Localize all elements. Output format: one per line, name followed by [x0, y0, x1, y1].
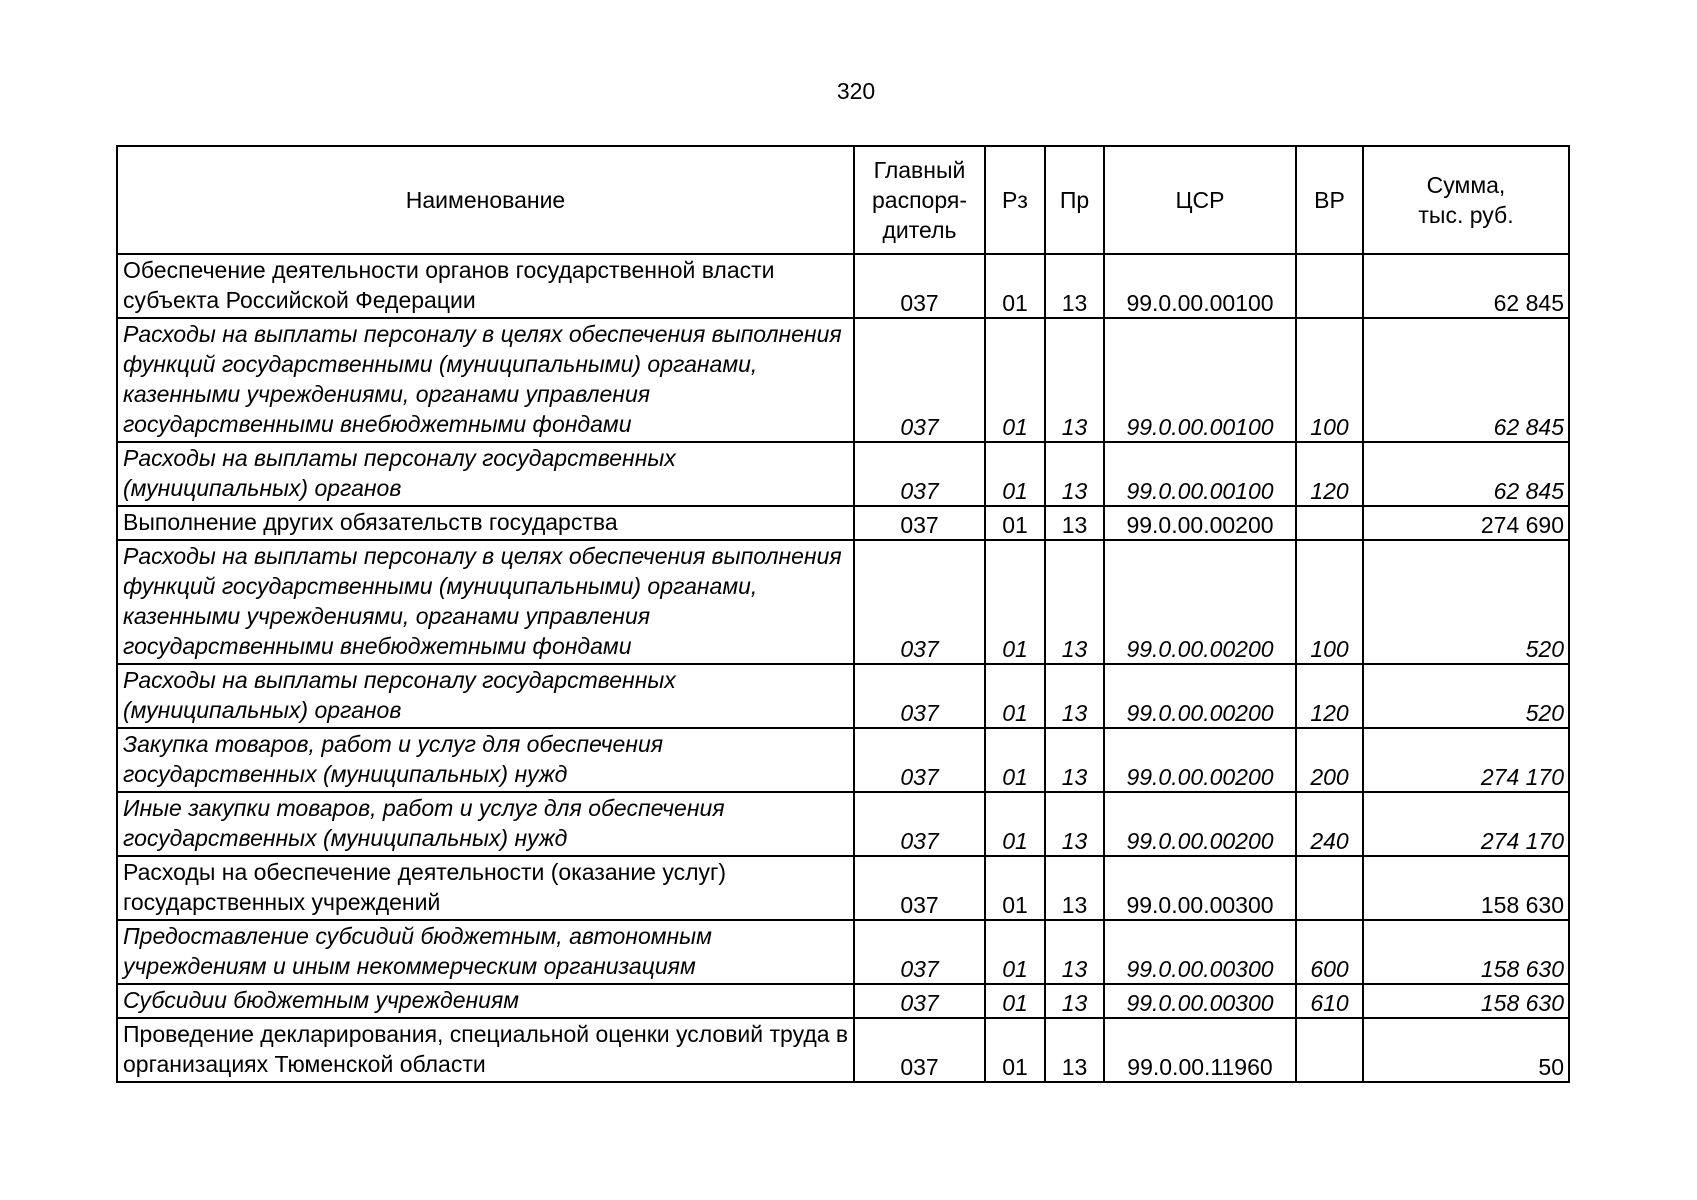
header-pr: Пр — [1045, 146, 1104, 254]
sum-cell: 158 630 — [1363, 920, 1569, 984]
vr-cell — [1296, 506, 1363, 540]
table-row — [117, 728, 1569, 792]
pr-cell: 13 — [1045, 318, 1104, 442]
rz-cell: 01 — [985, 318, 1045, 442]
main-manager-cell: 037 — [854, 728, 985, 792]
main-manager-cell: 037 — [854, 664, 985, 728]
row-name-cell: Закупка товаров, работ и услуг для обеспечения государственных (муниципальных) нужд — [117, 728, 854, 792]
vr-cell: 610 — [1296, 984, 1363, 1018]
table-row — [117, 664, 1569, 728]
table-row — [117, 540, 1569, 664]
table-row — [117, 254, 1569, 318]
pr-cell: 13 — [1045, 664, 1104, 728]
row-name-cell: Расходы на выплаты персоналу государственных (муниципальных) органов — [117, 664, 854, 728]
sum-cell: 62 845 — [1363, 254, 1569, 318]
vr-cell: 100 — [1296, 318, 1363, 442]
table-row — [117, 318, 1569, 442]
rz-cell: 01 — [985, 920, 1045, 984]
sum-cell: 62 845 — [1363, 318, 1569, 442]
vr-cell: 120 — [1296, 664, 1363, 728]
vr-cell: 100 — [1296, 540, 1363, 664]
header-vr: ВР — [1296, 146, 1363, 254]
row-name-cell: Субсидии бюджетным учреждениям — [117, 984, 854, 1018]
main-manager-cell: 037 — [854, 792, 985, 856]
header-main-manager-label: Главный распоря-дитель — [872, 157, 967, 243]
pr-cell: 13 — [1045, 920, 1104, 984]
vr-cell — [1296, 254, 1363, 318]
sum-cell: 274 170 — [1363, 792, 1569, 856]
header-rz: Рз — [985, 146, 1045, 254]
sum-cell: 274 690 — [1363, 506, 1569, 540]
main-manager-cell: 037 — [854, 856, 985, 920]
sum-cell: 158 630 — [1363, 984, 1569, 1018]
pr-cell: 13 — [1045, 728, 1104, 792]
main-manager-cell: 037 — [854, 984, 985, 1018]
header-csr: ЦСР — [1104, 146, 1296, 254]
csr-cell: 99.0.00.00200 — [1104, 792, 1296, 856]
vr-cell — [1296, 1018, 1363, 1082]
csr-cell: 99.0.00.00100 — [1104, 254, 1296, 318]
csr-cell: 99.0.00.00200 — [1104, 506, 1296, 540]
row-name-cell: Предоставление субсидий бюджетным, автономным учреждениям и иным некоммерческим организациям — [117, 920, 854, 984]
header-sum — [1363, 146, 1569, 254]
main-manager-cell: 037 — [854, 318, 985, 442]
sum-cell: 158 630 — [1363, 856, 1569, 920]
main-manager-cell: 037 — [854, 1018, 985, 1082]
row-name-cell: Расходы на выплаты персоналу в целях обеспечения выполнения функций государственными (муниципальными) органами, казенными учреждениями, органами управления государственными внебюджетными фондами — [117, 540, 854, 664]
pr-cell: 13 — [1045, 792, 1104, 856]
pr-cell: 13 — [1045, 540, 1104, 664]
main-manager-cell: 037 — [854, 540, 985, 664]
header-sum-label: Сумма, тыс. руб. — [1418, 172, 1514, 228]
vr-cell: 120 — [1296, 442, 1363, 506]
rz-cell: 01 — [985, 1018, 1045, 1082]
row-name-cell: Расходы на выплаты персоналу в целях обеспечения выполнения функций государственными (муниципальными) органами, казенными учреждениями, органами управления государственными внебюджетными фондами — [117, 318, 854, 442]
rz-cell: 01 — [985, 540, 1045, 664]
rz-cell: 01 — [985, 792, 1045, 856]
vr-cell — [1296, 856, 1363, 920]
pr-cell: 13 — [1045, 856, 1104, 920]
table-body — [117, 254, 1569, 1082]
table-header-row — [117, 146, 1569, 254]
table-row — [117, 506, 1569, 540]
pr-cell: 13 — [1045, 254, 1104, 318]
main-manager-cell: 037 — [854, 254, 985, 318]
rz-cell: 01 — [985, 728, 1045, 792]
rz-cell: 01 — [985, 254, 1045, 318]
table-row — [117, 984, 1569, 1018]
pr-cell: 13 — [1045, 1018, 1104, 1082]
main-manager-cell: 037 — [854, 442, 985, 506]
row-name-cell: Проведение декларирования, специальной оценки условий труда в организациях Тюменской области — [117, 1018, 854, 1082]
pr-cell: 13 — [1045, 506, 1104, 540]
row-name-cell: Выполнение других обязательств государства — [117, 506, 854, 540]
row-name-cell: Расходы на обеспечение деятельности (оказание услуг) государственных учреждений — [117, 856, 854, 920]
csr-cell: 99.0.00.00300 — [1104, 856, 1296, 920]
sum-cell: 50 — [1363, 1018, 1569, 1082]
budget-table — [116, 145, 1570, 1083]
csr-cell: 99.0.00.00100 — [1104, 318, 1296, 442]
table-row — [117, 442, 1569, 506]
csr-cell: 99.0.00.00200 — [1104, 728, 1296, 792]
table-row — [117, 792, 1569, 856]
main-manager-cell: 037 — [854, 506, 985, 540]
table-row — [117, 920, 1569, 984]
table-row — [117, 1018, 1569, 1082]
csr-cell: 99.0.00.00200 — [1104, 664, 1296, 728]
pr-cell: 13 — [1045, 984, 1104, 1018]
vr-cell: 240 — [1296, 792, 1363, 856]
rz-cell: 01 — [985, 856, 1045, 920]
csr-cell: 99.0.00.11960 — [1104, 1018, 1296, 1082]
rz-cell: 01 — [985, 506, 1045, 540]
rz-cell: 01 — [985, 984, 1045, 1018]
sum-cell: 274 170 — [1363, 728, 1569, 792]
row-name-cell: Обеспечение деятельности органов государственной власти субъекта Российской Федерации — [117, 254, 854, 318]
csr-cell: 99.0.00.00300 — [1104, 984, 1296, 1018]
vr-cell: 600 — [1296, 920, 1363, 984]
main-manager-cell: 037 — [854, 920, 985, 984]
sum-cell: 520 — [1363, 540, 1569, 664]
rz-cell: 01 — [985, 442, 1045, 506]
header-main-manager — [854, 146, 985, 254]
table-row — [117, 856, 1569, 920]
sum-cell: 62 845 — [1363, 442, 1569, 506]
row-name-cell: Расходы на выплаты персоналу государственных (муниципальных) органов — [117, 442, 854, 506]
csr-cell: 99.0.00.00300 — [1104, 920, 1296, 984]
vr-cell: 200 — [1296, 728, 1363, 792]
rz-cell: 01 — [985, 664, 1045, 728]
page-number: 320 — [836, 78, 876, 104]
csr-cell: 99.0.00.00100 — [1104, 442, 1296, 506]
csr-cell: 99.0.00.00200 — [1104, 540, 1296, 664]
pr-cell: 13 — [1045, 442, 1104, 506]
sum-cell: 520 — [1363, 664, 1569, 728]
row-name-cell: Иные закупки товаров, работ и услуг для обеспечения государственных (муниципальных) нужд — [117, 792, 854, 856]
header-name: Наименование — [117, 146, 854, 254]
